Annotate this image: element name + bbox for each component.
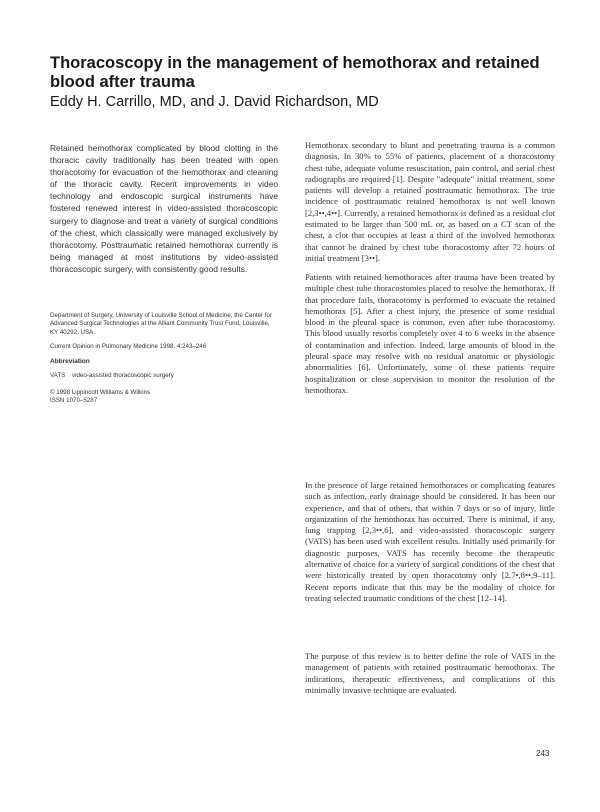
copyright-line: © 1998 Lippincott Williams & Wilkins bbox=[50, 389, 151, 396]
left-column bbox=[50, 142, 278, 405]
issn-line: ISSN 1070–5287 bbox=[50, 397, 98, 405]
journal-citation: Current Opinion in Pulmonary Medicine 1998, 4:243–246 bbox=[50, 343, 207, 350]
abbreviation-entry bbox=[50, 372, 174, 379]
article-authors: Eddy H. Carrillo, MD, and J. David Richardson, MD bbox=[50, 94, 379, 110]
abstract: Retained hemothorax complicated by blood clotting in the thoracic cavity traditionally has been treated with open thoracotomy for evacuation of the hemothorax and cleaning of the thoracic cavity. Recent improvements in video technology and endoscopic surgical instruments have fostered renewed interest in video-assisted thoracoscopic surgery to diagnose and treat a variety of surgical conditions of the chest, which classically were managed exclusively by thoracotomy. Posttraumatic retained hemothorax currently is being managed at most institutions by video-assisted thoracoscopic surgery, with consistently good results. bbox=[50, 143, 278, 274]
body-paragraph-3: In the presence of large retained hemothoraces or complicating features such as infection, early drainage should be considered. It has been our experience, and that of others, that within 7 days or so of injury, little organization of the hemothorax has occurred. There is minimal, if any, lung trapping [2,3••,6], and video-assisted thoracoscopic surgery (VATS) has been used with excellent results. Initially used primarily for diagnostic purposes, VATS has recently become the therapeutic alternative of choice for a variety of surgical conditions of the chest that were historically treated by open thoracotomy only [2,7•,8••,9–11]. Recent reports indicate that this may be the modality of choice for treating selected traumatic conditions of the chest [12–14]. bbox=[305, 480, 555, 603]
body-paragraph-4: The purpose of this review is to better define the role of VATS in the management of patients with retained posttraumatic hemothorax. The indications, therapeutic effectiveness, and complications of this minimally invasive technique are evaluated. bbox=[305, 651, 555, 695]
page-number: 243 bbox=[536, 749, 550, 758]
abbreviation-definition: video-assisted thoracoscopic surgery bbox=[72, 372, 174, 379]
body-paragraph-2: Patients with retained hemothoraces after trauma have been treated by multiple chest tube thoracostomies placed to resolve the hemothorax. If that procedure fails, thoracotomy is performed to evacuate the retained hemothorax [5]. After a chest injury, the presence of some residual blood in the pleural space is common, even after tube thoracostomy. This blood usually resorbs completely over 4 to 6 weeks in the absence of contamination and infection. Indeed, large amounts of blood in the pleural space may resolve with no residual anatomic or physiologic abnormalities [6]. Unfortunately, some of these patients require hospitalization or close supervision to monitor the resolution of the hemothorax. bbox=[305, 272, 555, 395]
copyright-notice bbox=[50, 389, 150, 406]
abbreviation-term: VATS bbox=[50, 372, 66, 379]
article-title: Thoracoscopy in the management of hemothorax and retained blood after trauma bbox=[50, 54, 540, 91]
affiliation: Department of Surgery, University of Louisville School of Medicine, the Center for Advanced Surgical Technologies at the Alliant Community Trust Fund, Louisville, KY 40292, USA. bbox=[50, 312, 273, 336]
abbreviation-heading: Abbreviation bbox=[50, 358, 90, 365]
body-paragraph-1: Hemothorax secondary to blunt and penetrating trauma is a common diagnosis. In 30% to 55% of patients, placement of a thoracostomy chest tube, adequate volume resuscitation, pain control, and serial chest radiographs are required [1]. Despite "adequate" initial treatment, some patients will develop a retained posttraumatic hemothorax. The true incidence of posttraumatic retained hemothorax is not well known [2,3••,4••]. Currently, a retained hemothorax is defined as a residual clot estimated to be larger than 500 mL or, as based on a CT scan of the chest, a clot that occupies at least a third of the involved hemothorax that cannot be drained by chest tube thoracostomy after 72 hours of initial treatment [3••]. bbox=[305, 140, 555, 263]
